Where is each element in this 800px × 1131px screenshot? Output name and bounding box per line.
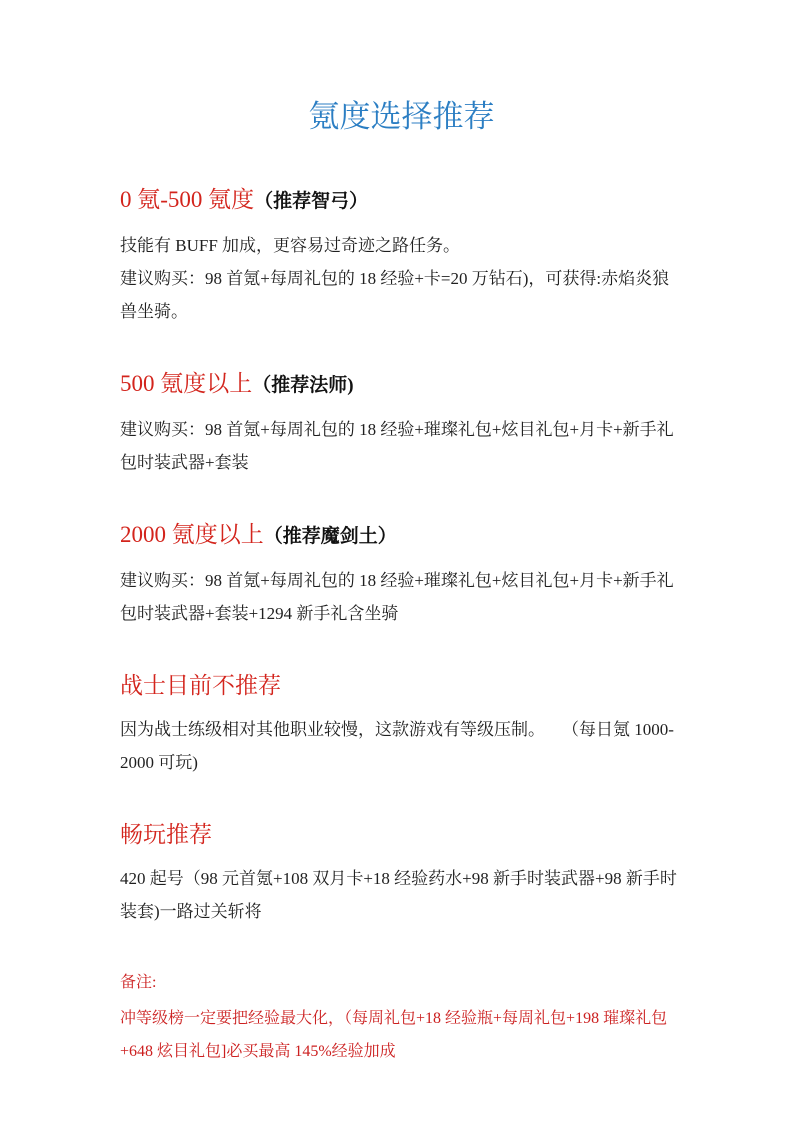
document-section — [120, 819, 683, 928]
body-line: 技能有 BUFF 加成，更容易过奇迹之路任务。 — [120, 236, 461, 255]
note-block — [120, 968, 683, 1068]
section-body — [120, 862, 683, 928]
body-line: 建议购买：98 首氪+每周礼包的 18 经验+卡=20 万钻石)，可获得:赤焰炎狼兽坐骑。 — [120, 269, 670, 321]
sections — [120, 184, 683, 928]
section-body — [120, 229, 683, 328]
body-line: 建议购买：98 首氪+每周礼包的 18 经验+璀璨礼包+炫目礼包+月卡+新手礼包时装武器+套装+1294 新手礼含坐骑 — [120, 571, 674, 623]
document-section — [120, 519, 683, 630]
section-heading-suffix: （推荐法师) — [252, 375, 354, 396]
section-heading — [120, 368, 683, 401]
section-heading-suffix: （推荐魔剑土） — [263, 526, 397, 547]
section-body — [120, 564, 683, 630]
section-heading-suffix: （推荐智弓） — [254, 191, 369, 212]
section-body — [120, 713, 683, 779]
section-heading-red: 2000 氪度以上 — [120, 522, 264, 547]
document-section — [120, 368, 683, 479]
note-text: 冲等级榜一定要把经验最大化，（每周礼包+18 经验瓶+每周礼包+198 璀璨礼包+648 炫目礼包]必买最高 145%经验加成 — [120, 1010, 668, 1060]
section-heading-red: 战士目前不推荐 — [120, 673, 281, 698]
section-heading — [120, 819, 683, 850]
section-heading-red: 0 氪-500 氪度 — [120, 187, 255, 212]
section-heading — [120, 670, 683, 701]
section-heading-red: 500 氪度以上 — [120, 371, 253, 396]
section-body — [120, 413, 683, 479]
page-title: 氪度选择推荐 — [308, 99, 495, 134]
section-heading — [120, 519, 683, 552]
document-section — [120, 670, 683, 779]
section-heading-red: 畅玩推荐 — [120, 822, 212, 847]
section-heading — [120, 184, 683, 217]
note-label: 备注: — [120, 974, 157, 991]
body-line: 420 起号（98 元首氪+108 双月卡+18 经验药水+98 新手时装武器+98 新手时装套)一路过关斩将 — [120, 869, 677, 921]
body-line: 因为战士练级相对其他职业较慢，这款游戏有等级压制。 （每日氪 1000-2000 可玩) — [120, 720, 674, 772]
body-line: 建议购买：98 首氪+每周礼包的 18 经验+璀璨礼包+炫目礼包+月卡+新手礼包时装武器+套装 — [120, 420, 674, 472]
document-section — [120, 184, 683, 328]
